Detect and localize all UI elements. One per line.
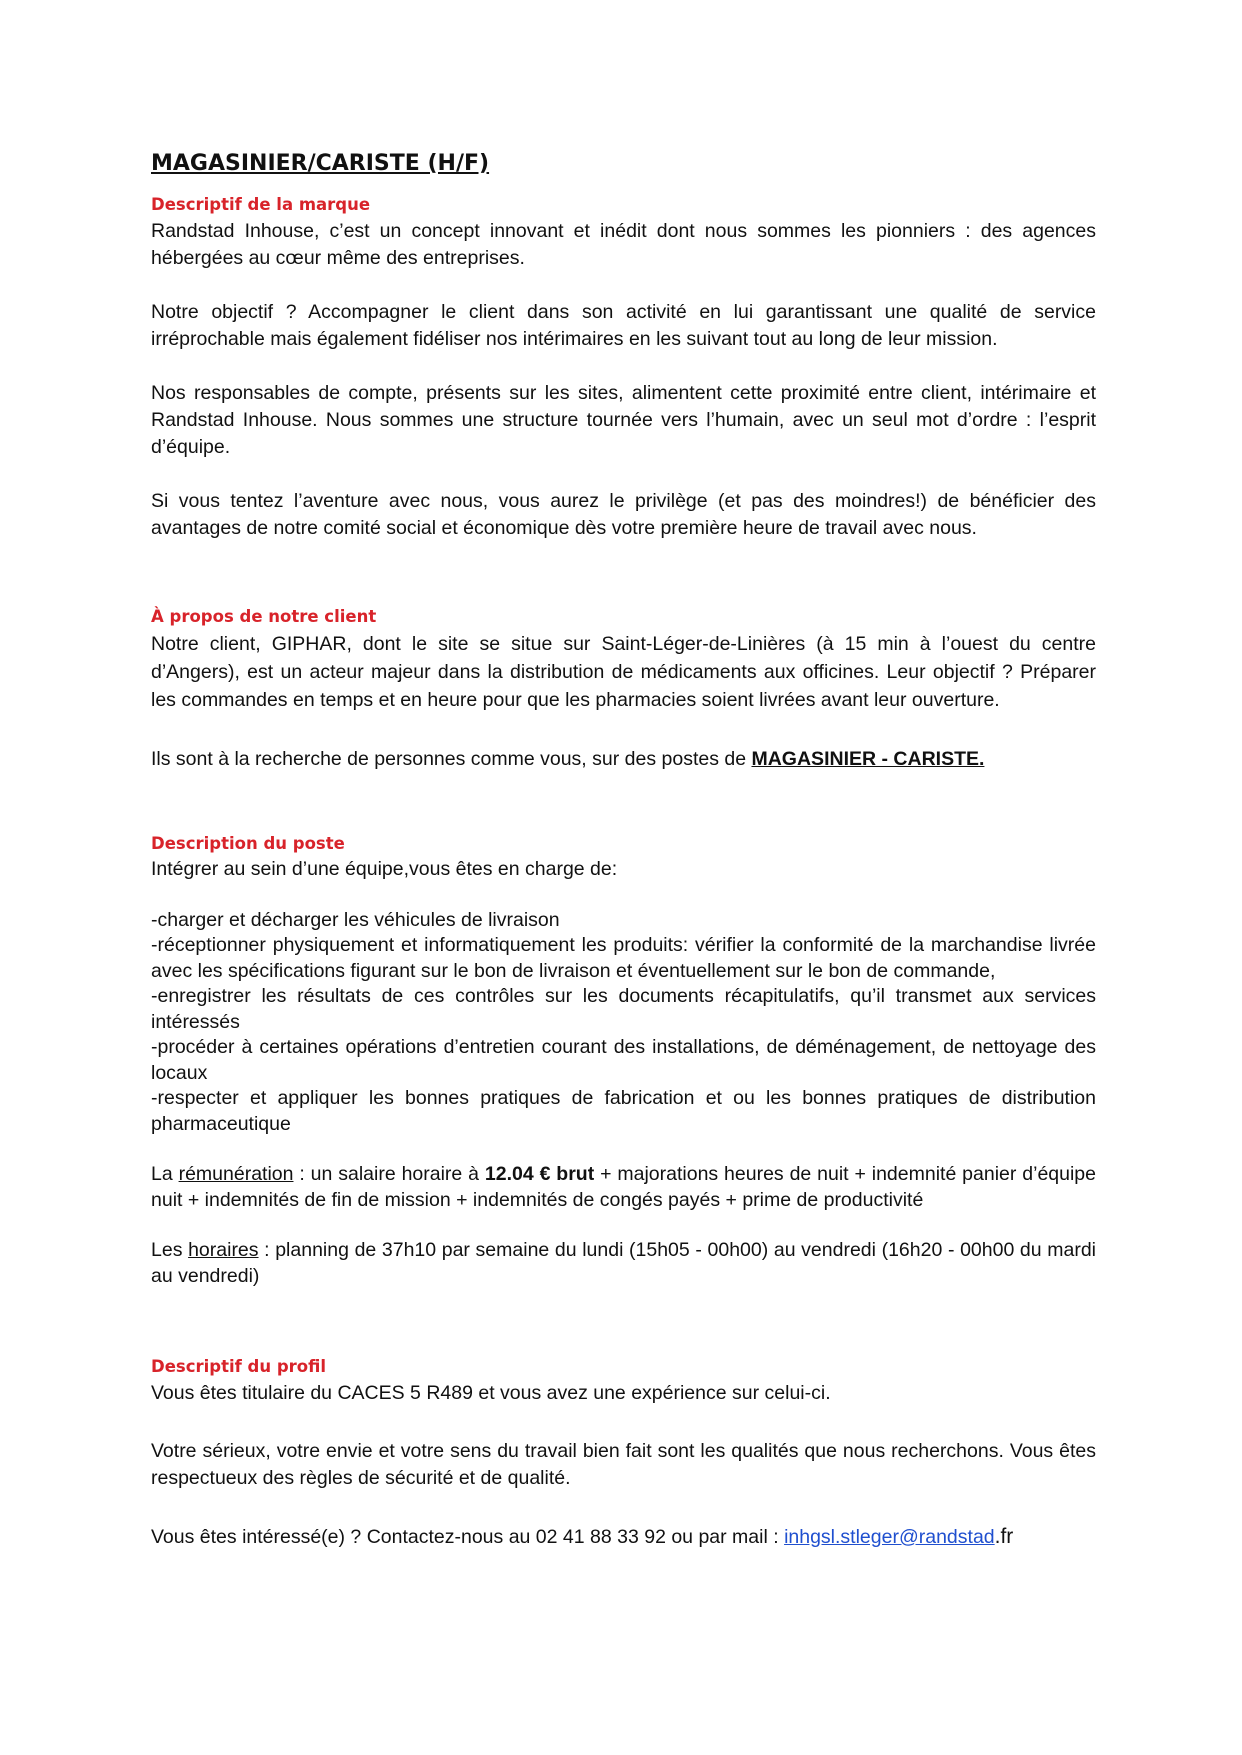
paragraph-client-2: Ils sont à la recherche de personnes comme vous, sur des postes de MAGASINIER - CARISTE. bbox=[151, 748, 985, 770]
paragraph-marque-3: Nos responsables de compte, présents sur les sites, alimentent cette proximité entre client, intérimaire et Randstad Inhouse. Nous sommes une structure tournée vers l’humain, avec un seul mot d’ordre : l’esprit d’équipe. bbox=[151, 382, 1096, 458]
task-item: -procéder à certaines opérations d’entretien courant des installations, de déménagement, de nettoyage des locaux bbox=[151, 1036, 1096, 1084]
task-item: -enregistrer les résultats de ces contrôles sur les documents récapitulatifs, qu’il transmet aux services intéressés bbox=[151, 985, 1096, 1033]
poste-intro: Intégrer au sein d’une équipe,vous êtes en charge de: bbox=[151, 858, 618, 880]
heading-marque: Descriptif de la marque bbox=[151, 195, 371, 214]
heading-profil: Descriptif du profil bbox=[151, 1357, 327, 1376]
remuneration-label: rémunération bbox=[178, 1163, 294, 1185]
remuneration-paragraph: La rémunération : un salaire horaire à 12.04 € brut + majorations heures de nuit + indemnité panier d’équipe nuit + indemnités de fin de mission + indemnités de congés payés + prime de productivité bbox=[151, 1163, 1096, 1211]
task-item: -charger et décharger les véhicules de livraison bbox=[151, 908, 560, 931]
task-item: -respecter et appliquer les bonnes pratiques de fabrication et ou les bonnes pratiques de distribution pharmaceutique bbox=[151, 1087, 1096, 1135]
salary-amount: 12.04 € brut bbox=[484, 1163, 595, 1185]
section-marque bbox=[151, 191, 1096, 542]
email-link[interactable]: inhgsl.stleger@randstad bbox=[784, 1526, 995, 1548]
paragraph-profil-2: Votre sérieux, votre envie et votre sens du travail bien fait sont les qualités que nous recherchons. Vous êtes respectueux des règles de sécurité et de qualité. bbox=[151, 1440, 1096, 1489]
paragraph-marque-4: Si vous tentez l’aventure avec nous, vous aurez le privilège (et pas des moindres!) de bénéficier des avantages de notre comité social et économique dès votre première heure de travail avec nous. bbox=[151, 490, 1096, 539]
section-client bbox=[151, 603, 1096, 773]
schedule-paragraph: Les horaires : planning de 37h10 par semaine du lundi (15h05 - 00h00) au vendredi (16h20 - 00h00 du mardi au vendredi) bbox=[151, 1239, 1096, 1287]
paragraph-client-1: Notre client, GIPHAR, dont le site se situe sur Saint-Léger-de-Linières (à 15 min à l’ouest du centre d’Angers), est un acteur majeur dans la distribution de médicaments aux officines. Leur objectif ? Préparer les commandes en temps et en heure pour que les pharmacies soient livrées avant leur ouverture. bbox=[151, 633, 1096, 711]
page-title: MAGASINIER/CARISTE (H/F) bbox=[151, 151, 490, 176]
task-item: -réceptionner physiquement et informatiquement les produits: vérifier la conformité de la marchandise livrée avec les spécifications figurant sur le bon de livraison et éventuellement sur le bon de commande, bbox=[151, 934, 1096, 982]
section-profil bbox=[151, 1353, 1096, 1551]
paragraph-profil-1: Vous êtes titulaire du CACES 5 R489 et vous avez une expérience sur celui-ci. bbox=[151, 1382, 831, 1404]
schedule-label: horaires bbox=[188, 1239, 259, 1261]
paragraph-marque-1: Randstad Inhouse, c’est un concept innovant et inédit dont nous sommes les pionniers : des agences hébergées au cœur même des entreprises. bbox=[151, 220, 1096, 269]
contact-paragraph: Vous êtes intéressé(e) ? Contactez-nous au 02 41 88 33 92 ou par mail : inhgsl.stleger@randstad.fr bbox=[151, 1525, 1014, 1548]
heading-poste: Description du poste bbox=[151, 834, 345, 853]
heading-client: À propos de notre client bbox=[151, 607, 377, 626]
section-poste bbox=[151, 830, 1096, 1289]
job-title-highlight: MAGASINIER - CARISTE. bbox=[751, 748, 985, 770]
paragraph-marque-2: Notre objectif ? Accompagner le client dans son activité en lui garantissant une qualité de service irréprochable mais également fidéliser nos intérimaires en les suivant tout au long de leur mission. bbox=[151, 301, 1096, 350]
